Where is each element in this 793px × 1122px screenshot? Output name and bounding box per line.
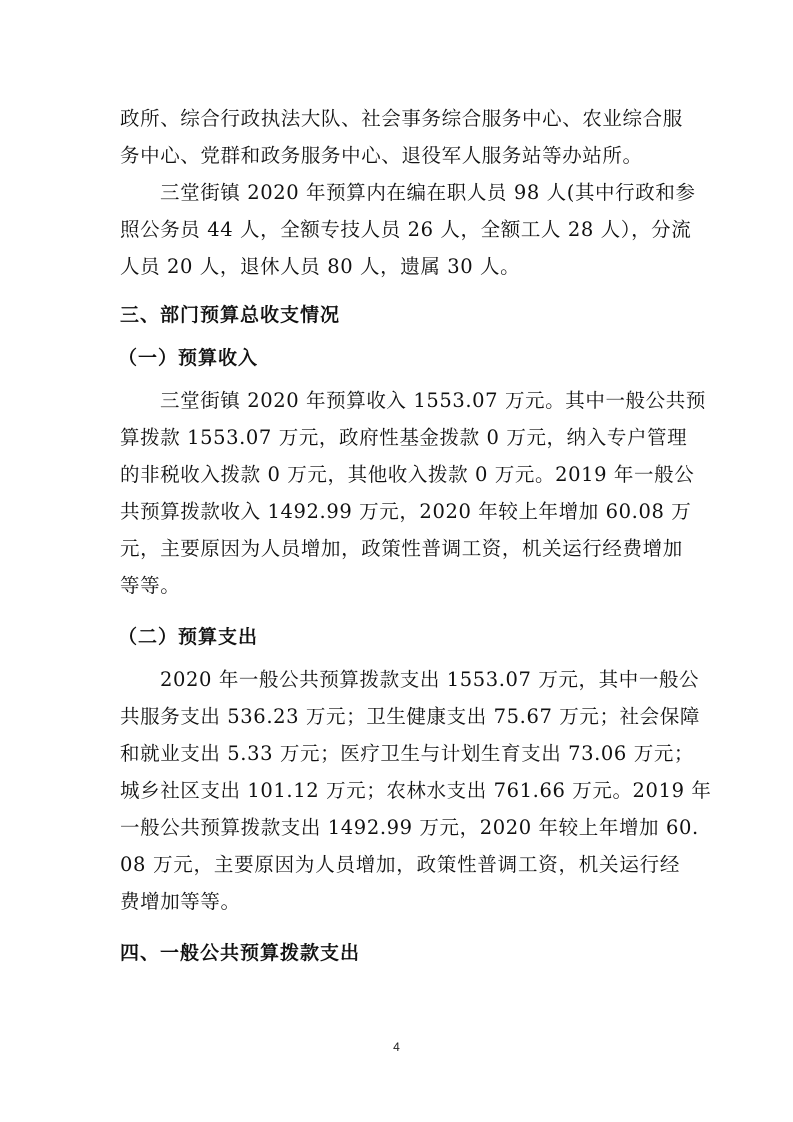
paragraph-line: 城乡社区支出 101.12 万元；农林水支出 761.66 万元。2019 年 — [120, 779, 712, 802]
paragraph-line: 照公务员 44 人，全额专技人员 26 人，全额工人 28 人），分流 — [120, 218, 692, 241]
paragraph-line: 元，主要原因为人员增加，政策性普调工资，机关运行经费增加 — [120, 537, 683, 560]
paragraph-line: 务中心、党群和政务服务中心、退役军人服务站等办站所。 — [120, 144, 643, 167]
paragraph-line: 三堂街镇 2020 年预算收入 1553.07 万元。其中一般公共预 — [160, 389, 706, 412]
paragraph-line: 和就业支出 5.33 万元；医疗卫生与计划生育支出 73.06 万元； — [120, 742, 695, 765]
paragraph-line: 人员 20 人，退休人员 80 人，遗属 30 人。 — [120, 255, 521, 278]
paragraph-line: 共服务支出 536.23 万元；卫生健康支出 75.67 万元；社会保障 — [120, 705, 700, 728]
paragraph-line: 一般公共预算拨款支出 1492.99 万元，2020 年较上年增加 60. — [120, 816, 699, 839]
paragraph-line: 政所、综合行政执法大队、社会事务综合服务中心、农业综合服 — [120, 107, 683, 130]
paragraph-line: 三堂街镇 2020 年预算内在编在职人员 98 人(其中行政和参 — [160, 181, 696, 204]
section-heading: 四、一般公共预算拨款支出 — [120, 942, 361, 964]
paragraph-line: 等等。 — [120, 574, 181, 597]
subsection-heading: （二）预算支出 — [118, 626, 259, 648]
paragraph-line: 费增加等等。 — [120, 890, 241, 913]
subsection-heading: （一）预算收入 — [118, 347, 259, 369]
section-heading: 三、部门预算总收支情况 — [120, 304, 341, 326]
paragraph-line: 2020 年一般公共预算拨款支出 1553.07 万元，其中一般公 — [160, 668, 700, 691]
paragraph-line: 共预算拨款收入 1492.99 万元，2020 年较上年增加 60.08 万 — [120, 500, 692, 523]
paragraph-line: 08 万元，主要原因为人员增加，政策性普调工资，机关运行经 — [120, 853, 680, 876]
page-number: 4 — [393, 1040, 400, 1054]
paragraph-line: 算拨款 1553.07 万元，政府性基金拨款 0 万元，纳入专户管理 — [120, 426, 688, 449]
paragraph-line: 的非税收入拨款 0 万元，其他收入拨款 0 万元。2019 年一般公 — [120, 463, 695, 486]
